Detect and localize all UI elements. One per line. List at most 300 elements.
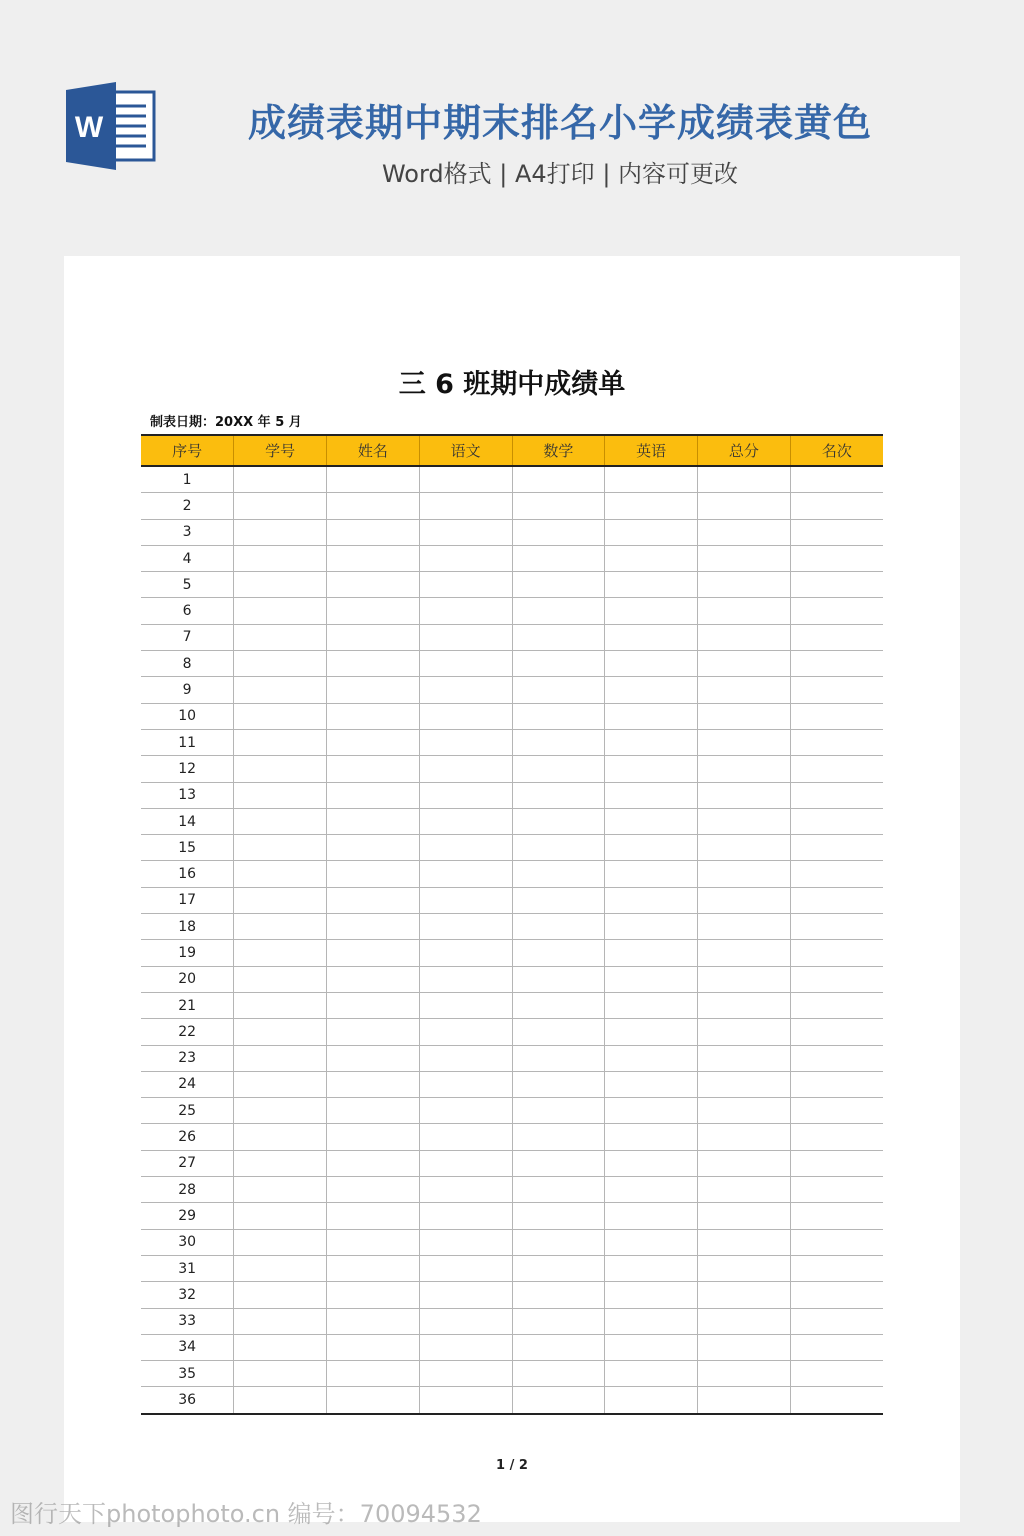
row-number-cell: 13: [141, 782, 234, 808]
empty-cell: [790, 572, 883, 598]
empty-cell: [419, 651, 512, 677]
empty-cell: [698, 677, 791, 703]
empty-cell: [234, 545, 327, 571]
empty-cell: [790, 887, 883, 913]
date-line: 制表日期：20XX 年 5 月: [150, 415, 302, 430]
table-row: [141, 782, 883, 808]
empty-cell: [234, 624, 327, 650]
table-row: [141, 624, 883, 650]
empty-cell: [790, 782, 883, 808]
empty-cell: [698, 519, 791, 545]
empty-cell: [605, 1387, 698, 1414]
empty-cell: [419, 1334, 512, 1360]
empty-cell: [234, 1203, 327, 1229]
empty-cell: [512, 1308, 605, 1334]
empty-cell: [234, 966, 327, 992]
column-header: 序号: [141, 435, 234, 466]
empty-cell: [327, 572, 420, 598]
empty-cell: [234, 887, 327, 913]
empty-cell: [698, 651, 791, 677]
empty-cell: [790, 966, 883, 992]
empty-cell: [419, 1045, 512, 1071]
empty-cell: [605, 493, 698, 519]
table-row: [141, 1124, 883, 1150]
empty-cell: [234, 808, 327, 834]
column-header: 姓名: [327, 435, 420, 466]
empty-cell: [698, 756, 791, 782]
empty-cell: [698, 493, 791, 519]
row-number-cell: 14: [141, 808, 234, 834]
empty-cell: [327, 887, 420, 913]
empty-cell: [419, 493, 512, 519]
empty-cell: [698, 861, 791, 887]
row-number-cell: 16: [141, 861, 234, 887]
empty-cell: [419, 914, 512, 940]
empty-cell: [790, 1387, 883, 1414]
empty-cell: [327, 1308, 420, 1334]
empty-cell: [512, 1203, 605, 1229]
table-row: [141, 466, 883, 493]
empty-cell: [605, 624, 698, 650]
empty-cell: [790, 1019, 883, 1045]
table-row: [141, 1255, 883, 1281]
empty-cell: [698, 729, 791, 755]
empty-cell: [327, 1177, 420, 1203]
empty-cell: [790, 651, 883, 677]
table-body: [141, 466, 883, 1414]
empty-cell: [698, 887, 791, 913]
empty-cell: [327, 466, 420, 493]
empty-cell: [419, 677, 512, 703]
empty-cell: [790, 1282, 883, 1308]
column-header: 学号: [234, 435, 327, 466]
empty-cell: [790, 940, 883, 966]
table-row: [141, 1071, 883, 1097]
row-number-cell: 6: [141, 598, 234, 624]
empty-cell: [605, 1308, 698, 1334]
empty-cell: [512, 914, 605, 940]
empty-cell: [605, 1229, 698, 1255]
table-row: [141, 887, 883, 913]
empty-cell: [419, 1098, 512, 1124]
empty-cell: [419, 729, 512, 755]
empty-cell: [605, 887, 698, 913]
empty-cell: [327, 1203, 420, 1229]
empty-cell: [327, 1045, 420, 1071]
empty-cell: [234, 1361, 327, 1387]
empty-cell: [234, 1308, 327, 1334]
empty-cell: [234, 651, 327, 677]
empty-cell: [327, 782, 420, 808]
empty-cell: [512, 729, 605, 755]
empty-cell: [605, 598, 698, 624]
empty-cell: [698, 1019, 791, 1045]
page-number: 1 / 2: [496, 1458, 528, 1473]
empty-cell: [419, 966, 512, 992]
empty-cell: [419, 1177, 512, 1203]
table-row: [141, 914, 883, 940]
empty-cell: [790, 1361, 883, 1387]
empty-cell: [512, 1150, 605, 1176]
empty-cell: [790, 677, 883, 703]
empty-cell: [698, 1124, 791, 1150]
empty-cell: [790, 1308, 883, 1334]
empty-cell: [698, 808, 791, 834]
column-header: 名次: [790, 435, 883, 466]
empty-cell: [790, 1124, 883, 1150]
row-number-cell: 26: [141, 1124, 234, 1150]
row-number-cell: 4: [141, 545, 234, 571]
table-row: [141, 651, 883, 677]
empty-cell: [605, 703, 698, 729]
empty-cell: [698, 703, 791, 729]
empty-cell: [512, 861, 605, 887]
empty-cell: [327, 1334, 420, 1360]
empty-cell: [327, 677, 420, 703]
empty-cell: [790, 756, 883, 782]
empty-cell: [419, 1124, 512, 1150]
empty-cell: [512, 466, 605, 493]
empty-cell: [512, 651, 605, 677]
empty-cell: [419, 887, 512, 913]
empty-cell: [512, 1045, 605, 1071]
empty-cell: [234, 992, 327, 1018]
empty-cell: [419, 1019, 512, 1045]
empty-cell: [790, 1045, 883, 1071]
empty-cell: [605, 545, 698, 571]
row-number-cell: 27: [141, 1150, 234, 1176]
empty-cell: [234, 1098, 327, 1124]
empty-cell: [605, 1019, 698, 1045]
empty-cell: [512, 887, 605, 913]
empty-cell: [234, 940, 327, 966]
empty-cell: [419, 1071, 512, 1097]
empty-cell: [234, 835, 327, 861]
empty-cell: [327, 519, 420, 545]
empty-cell: [327, 914, 420, 940]
empty-cell: [605, 729, 698, 755]
empty-cell: [327, 1124, 420, 1150]
empty-cell: [234, 861, 327, 887]
empty-cell: [419, 756, 512, 782]
header-title: 成绩表期中期末排名小学成绩表黄色: [247, 101, 872, 145]
empty-cell: [234, 729, 327, 755]
empty-cell: [327, 1071, 420, 1097]
empty-cell: [698, 1045, 791, 1071]
table-row: [141, 598, 883, 624]
table-row: [141, 940, 883, 966]
row-number-cell: 10: [141, 703, 234, 729]
table-row: [141, 808, 883, 834]
empty-cell: [698, 1255, 791, 1281]
empty-cell: [419, 940, 512, 966]
empty-cell: [419, 1203, 512, 1229]
table-row: [141, 1203, 883, 1229]
empty-cell: [234, 466, 327, 493]
row-number-cell: 18: [141, 914, 234, 940]
row-number-cell: 28: [141, 1177, 234, 1203]
empty-cell: [790, 1229, 883, 1255]
row-number-cell: 23: [141, 1045, 234, 1071]
empty-cell: [327, 808, 420, 834]
row-number-cell: 22: [141, 1019, 234, 1045]
empty-cell: [512, 493, 605, 519]
empty-cell: [419, 782, 512, 808]
empty-cell: [790, 624, 883, 650]
empty-cell: [419, 519, 512, 545]
empty-cell: [234, 1124, 327, 1150]
empty-cell: [512, 572, 605, 598]
empty-cell: [327, 703, 420, 729]
row-number-cell: 30: [141, 1229, 234, 1255]
table-row: [141, 572, 883, 598]
empty-cell: [698, 782, 791, 808]
empty-cell: [234, 1282, 327, 1308]
row-number-cell: 17: [141, 887, 234, 913]
empty-cell: [512, 1177, 605, 1203]
empty-cell: [790, 1177, 883, 1203]
empty-cell: [512, 940, 605, 966]
empty-cell: [605, 992, 698, 1018]
empty-cell: [698, 598, 791, 624]
table-row: [141, 1177, 883, 1203]
header-subtitle: Word格式 | A4打印 | 内容可更改: [381, 160, 739, 188]
empty-cell: [234, 1019, 327, 1045]
document-page: [64, 256, 960, 1522]
row-number-cell: 12: [141, 756, 234, 782]
empty-cell: [698, 1150, 791, 1176]
empty-cell: [790, 861, 883, 887]
empty-cell: [419, 861, 512, 887]
empty-cell: [698, 1177, 791, 1203]
empty-cell: [234, 519, 327, 545]
empty-cell: [512, 782, 605, 808]
empty-cell: [327, 598, 420, 624]
empty-cell: [698, 966, 791, 992]
empty-cell: [512, 1282, 605, 1308]
empty-cell: [327, 940, 420, 966]
word-logo-letter: W: [74, 111, 104, 144]
watermark: 图行天下photophoto.cn 编号：70094532: [10, 1500, 482, 1528]
empty-cell: [419, 703, 512, 729]
row-number-cell: 29: [141, 1203, 234, 1229]
empty-cell: [327, 861, 420, 887]
empty-cell: [605, 1150, 698, 1176]
empty-cell: [327, 966, 420, 992]
empty-cell: [234, 572, 327, 598]
row-number-cell: 7: [141, 624, 234, 650]
empty-cell: [698, 1203, 791, 1229]
empty-cell: [234, 493, 327, 519]
empty-cell: [327, 1387, 420, 1414]
word-document-icon: [66, 82, 156, 170]
empty-cell: [605, 572, 698, 598]
empty-cell: [512, 1071, 605, 1097]
empty-cell: [790, 1098, 883, 1124]
empty-cell: [419, 572, 512, 598]
table-row: [141, 1229, 883, 1255]
empty-cell: [790, 466, 883, 493]
table-row: [141, 835, 883, 861]
empty-cell: [790, 914, 883, 940]
empty-cell: [327, 729, 420, 755]
row-number-cell: 2: [141, 493, 234, 519]
empty-cell: [698, 1387, 791, 1414]
row-number-cell: 15: [141, 835, 234, 861]
empty-cell: [512, 966, 605, 992]
empty-cell: [605, 835, 698, 861]
table-row: [141, 1308, 883, 1334]
table-row: [141, 1334, 883, 1360]
empty-cell: [327, 1282, 420, 1308]
empty-cell: [327, 756, 420, 782]
empty-cell: [512, 835, 605, 861]
empty-cell: [605, 940, 698, 966]
row-number-cell: 20: [141, 966, 234, 992]
empty-cell: [790, 729, 883, 755]
table-row: [141, 1150, 883, 1176]
table-row: [141, 1019, 883, 1045]
table-row: [141, 1045, 883, 1071]
empty-cell: [605, 808, 698, 834]
empty-cell: [790, 808, 883, 834]
table-row: [141, 545, 883, 571]
row-number-cell: 1: [141, 466, 234, 493]
row-number-cell: 8: [141, 651, 234, 677]
empty-cell: [512, 756, 605, 782]
empty-cell: [234, 677, 327, 703]
empty-cell: [790, 1071, 883, 1097]
empty-cell: [698, 1334, 791, 1360]
empty-cell: [790, 598, 883, 624]
empty-cell: [419, 835, 512, 861]
row-number-cell: 36: [141, 1387, 234, 1414]
empty-cell: [419, 545, 512, 571]
empty-cell: [698, 1361, 791, 1387]
empty-cell: [512, 624, 605, 650]
grade-table: [141, 434, 883, 1415]
row-number-cell: 33: [141, 1308, 234, 1334]
row-number-cell: 11: [141, 729, 234, 755]
empty-cell: [234, 756, 327, 782]
empty-cell: [419, 1150, 512, 1176]
empty-cell: [327, 835, 420, 861]
empty-cell: [419, 1229, 512, 1255]
empty-cell: [234, 1150, 327, 1176]
empty-cell: [327, 1229, 420, 1255]
empty-cell: [512, 519, 605, 545]
empty-cell: [512, 1124, 605, 1150]
empty-cell: [419, 1308, 512, 1334]
row-number-cell: 21: [141, 992, 234, 1018]
empty-cell: [419, 1387, 512, 1414]
empty-cell: [419, 1361, 512, 1387]
empty-cell: [790, 545, 883, 571]
row-number-cell: 32: [141, 1282, 234, 1308]
empty-cell: [512, 1098, 605, 1124]
empty-cell: [327, 992, 420, 1018]
empty-cell: [234, 703, 327, 729]
empty-cell: [419, 598, 512, 624]
table-row: [141, 966, 883, 992]
empty-cell: [605, 1098, 698, 1124]
table-row: [141, 703, 883, 729]
table-row: [141, 677, 883, 703]
row-number-cell: 19: [141, 940, 234, 966]
empty-cell: [234, 914, 327, 940]
empty-cell: [698, 1229, 791, 1255]
empty-cell: [234, 1071, 327, 1097]
empty-cell: [698, 545, 791, 571]
table-row: [141, 992, 883, 1018]
table-row: [141, 729, 883, 755]
row-number-cell: 35: [141, 1361, 234, 1387]
empty-cell: [605, 1203, 698, 1229]
table-row: [141, 861, 883, 887]
empty-cell: [234, 1229, 327, 1255]
empty-cell: [419, 466, 512, 493]
empty-cell: [605, 914, 698, 940]
empty-cell: [512, 598, 605, 624]
empty-cell: [327, 1255, 420, 1281]
empty-cell: [605, 1177, 698, 1203]
row-number-cell: 9: [141, 677, 234, 703]
empty-cell: [605, 519, 698, 545]
empty-cell: [790, 1334, 883, 1360]
empty-cell: [327, 1361, 420, 1387]
empty-cell: [605, 677, 698, 703]
empty-cell: [234, 1387, 327, 1414]
row-number-cell: 25: [141, 1098, 234, 1124]
column-header: 语文: [419, 435, 512, 466]
table-row: [141, 493, 883, 519]
empty-cell: [605, 1255, 698, 1281]
empty-cell: [605, 1124, 698, 1150]
empty-cell: [698, 1282, 791, 1308]
empty-cell: [605, 466, 698, 493]
empty-cell: [512, 703, 605, 729]
empty-cell: [698, 835, 791, 861]
empty-cell: [234, 598, 327, 624]
empty-cell: [512, 1229, 605, 1255]
empty-cell: [234, 782, 327, 808]
empty-cell: [512, 1361, 605, 1387]
empty-cell: [327, 651, 420, 677]
empty-cell: [698, 992, 791, 1018]
empty-cell: [790, 519, 883, 545]
empty-cell: [512, 545, 605, 571]
empty-cell: [234, 1334, 327, 1360]
empty-cell: [234, 1177, 327, 1203]
empty-cell: [605, 756, 698, 782]
empty-cell: [327, 1019, 420, 1045]
empty-cell: [419, 1282, 512, 1308]
row-number-cell: 5: [141, 572, 234, 598]
empty-cell: [605, 1282, 698, 1308]
empty-cell: [698, 1308, 791, 1334]
empty-cell: [605, 1334, 698, 1360]
column-header: 数学: [512, 435, 605, 466]
table-row: [141, 1387, 883, 1414]
empty-cell: [790, 835, 883, 861]
row-number-cell: 31: [141, 1255, 234, 1281]
empty-cell: [512, 677, 605, 703]
empty-cell: [698, 466, 791, 493]
row-number-cell: 24: [141, 1071, 234, 1097]
empty-cell: [790, 992, 883, 1018]
table-row: [141, 519, 883, 545]
empty-cell: [698, 940, 791, 966]
